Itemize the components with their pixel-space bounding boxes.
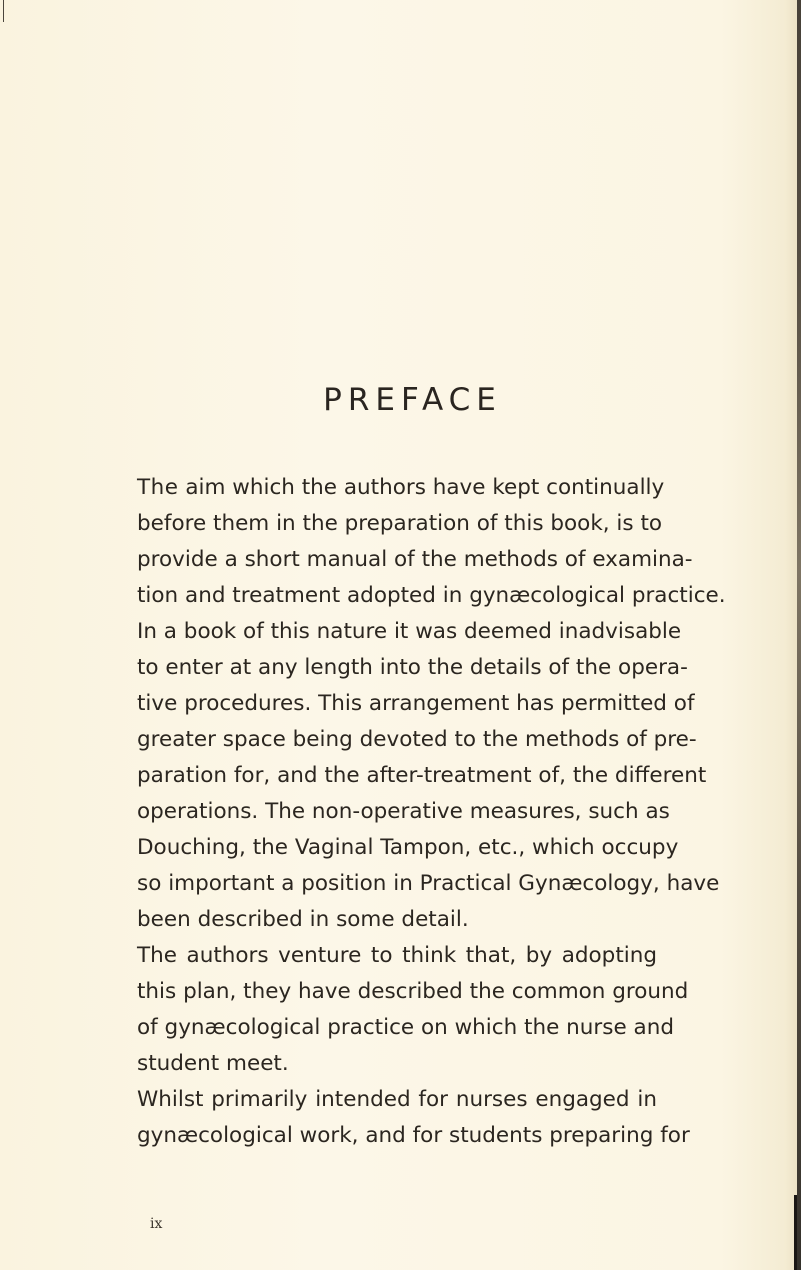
text-line: provide a short manual of the methods of examina- bbox=[137, 547, 693, 572]
text-line: tion and treatment adopted in gynæcological practice. bbox=[137, 583, 726, 608]
page-edge-shadow bbox=[797, 0, 801, 1270]
text-line: so important a position in Practical Gynæcology, have bbox=[137, 871, 720, 896]
page-title: PREFACE bbox=[323, 382, 502, 418]
text-line: Whilst primarily intended for nurses engaged in bbox=[137, 1087, 657, 1112]
text-line: operations. The non-operative measures, such as bbox=[137, 799, 670, 824]
text-line bbox=[137, 470, 665, 506]
preface-body bbox=[137, 470, 726, 1154]
text-line: student meet. bbox=[137, 1051, 289, 1076]
binding-mark bbox=[3, 0, 4, 22]
text-line: before them in the preparation of this book, is to bbox=[137, 511, 663, 536]
lead-word: The bbox=[137, 475, 179, 500]
text-line: to enter at any length into the details of the opera- bbox=[137, 655, 688, 680]
text-line: this plan, they have described the common ground bbox=[137, 979, 689, 1004]
text-line: greater space being devoted to the methods of pre- bbox=[137, 727, 697, 752]
text-line: of gynæcological practice on which the nurse and bbox=[137, 1015, 674, 1040]
page-edge-mark bbox=[794, 1195, 797, 1270]
text-line: been described in some detail. bbox=[137, 907, 469, 932]
text-line: gynæcological work, and for students preparing for bbox=[137, 1123, 690, 1148]
text-line: tive procedures. This arrangement has permitted of bbox=[137, 691, 695, 716]
text-line: The authors venture to think that, by adopting bbox=[137, 943, 657, 968]
page-number: ix bbox=[150, 1216, 163, 1232]
text-line: In a book of this nature it was deemed inadvisable bbox=[137, 619, 682, 644]
text-line: Douching, the Vaginal Tampon, etc., which occupy bbox=[137, 835, 679, 860]
text-line: paration for, and the after-treatment of, the different bbox=[137, 763, 707, 788]
line-rest: aim which the authors have kept continually bbox=[178, 475, 665, 500]
